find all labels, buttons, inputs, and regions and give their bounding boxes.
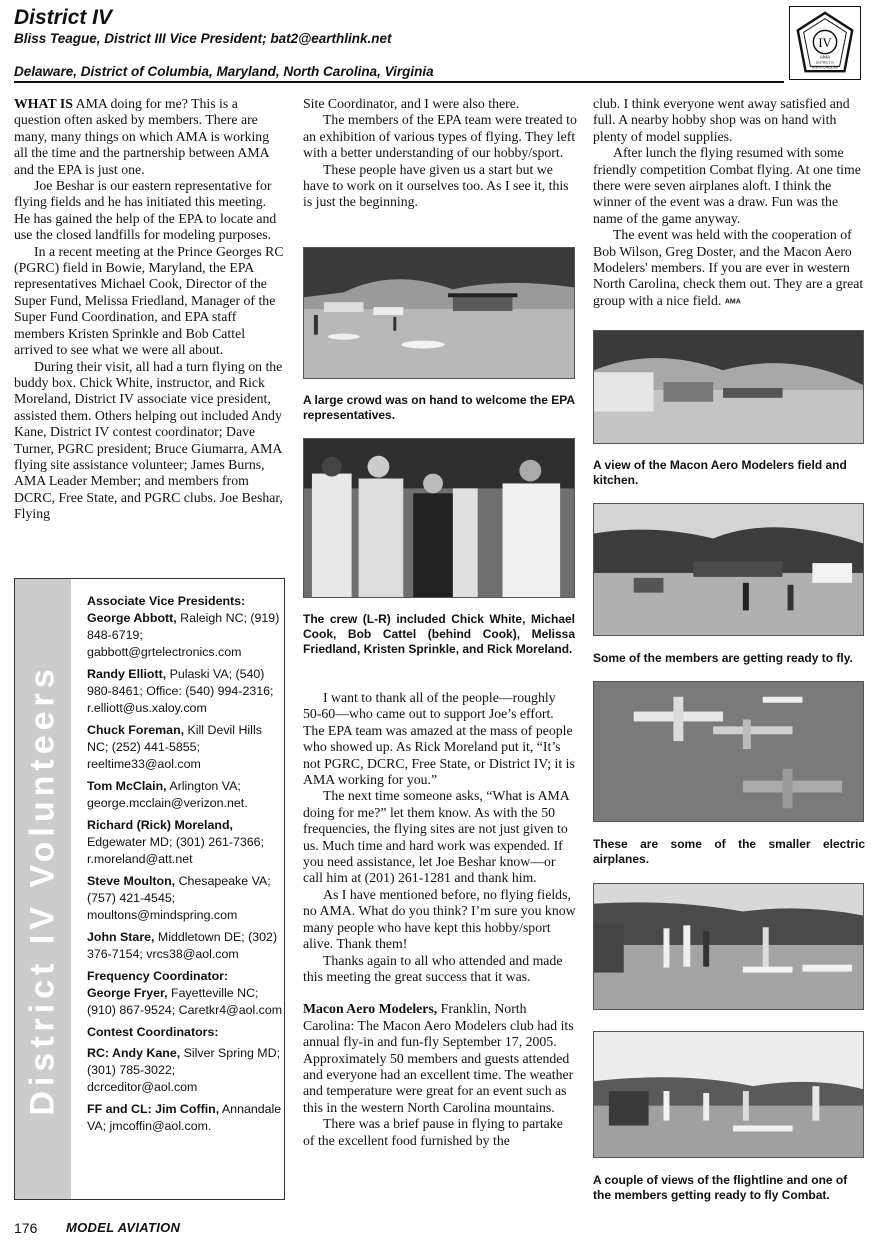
paragraph: The event was held with the cooperation of Bob Wilson, Greg Doster, and the Macon Aero Modelers' members. If you are ever in western North Carolina, check them out. They are a great group with a nice field. AMA xyxy=(593,227,864,308)
paragraph: During their visit, all had a turn flying on the buddy box. Chick White, instructor, and Rick Moreland, District IV associate vice president, assisted them. Others helping out included Andy Kane, District IV contest coordinator; Dave Turner, PGRC president; Bruce Giumarra, AMA flying site assistance volunteer; James Burns, AMA Leader Member; and members from DCRC, Free State, and PGRC clubs. Joe Beshar, Flying xyxy=(14,358,283,522)
page-number: 176 xyxy=(14,1220,38,1236)
lead-in: WHAT IS xyxy=(14,96,73,111)
district-states: Delaware, District of Columbia, Maryland, North Carolina, Virginia xyxy=(14,64,434,79)
photo-crew xyxy=(303,438,575,598)
logo-numeral: IV xyxy=(818,35,832,50)
volunteer-entry: RC: Andy Kane, Silver Spring MD; (301) 785-3022; dcrceditor@aol.com xyxy=(87,1046,281,1094)
logo-text-3: NORTH CAROLINA xyxy=(812,65,838,70)
caption-members: Some of the members are getting ready to fly. xyxy=(593,651,853,665)
paragraph: The next time someone asks, “What is AMA doing for me?” let them know. As with the 50 frequencies, the flying sites are not just given to us. Much time and hard work was expended. If you need assistance, let Joe Beshar know—or call him at (201) 261-1281 and thank him. xyxy=(303,788,569,886)
article-column-3 xyxy=(593,96,865,309)
photo-flightline-1 xyxy=(593,883,864,1010)
caption-crowd: A large crowd was on hand to welcome the EPA representatives. xyxy=(303,393,575,422)
ama-district-logo xyxy=(789,6,861,80)
photo-electric-airplanes xyxy=(593,681,864,822)
photo-field-kitchen xyxy=(593,330,864,444)
volunteer-entry: George Fryer, Fayetteville NC; (910) 867-9524; Caretkr4@aol.com xyxy=(87,986,283,1017)
ama-end-mark: AMA xyxy=(724,298,741,306)
paragraph: After lunch the flying resumed with some friendly competition Combat flying. At one time there were seven airplanes aloft. I think the winner of the event was a draw. Fun was the name of the game anyway. xyxy=(593,145,861,226)
volunteer-entry: FF and CL: Jim Coffin, Annandale VA; jmcoffin@aol.com. xyxy=(87,1102,282,1133)
paragraph: The members of the EPA team were treated to an exhibition of various types of flying. They left with a better understanding of our hobby/sport. xyxy=(303,112,577,161)
logo-text-1: AMA xyxy=(819,55,831,61)
header-rule xyxy=(14,81,784,83)
photo-crowd xyxy=(303,247,575,379)
volunteer-entry: George Abbott, Raleigh NC; (919) 848-6719; gabbott@grtelectronics.com xyxy=(87,611,280,659)
article-column-2-bottom xyxy=(303,690,577,1149)
photo-flightline-2 xyxy=(593,1031,864,1158)
caption-flightline: A couple of views of the flightline and one of the members getting ready to fly Combat. xyxy=(593,1173,848,1202)
paragraph: Site Coordinator, and I were also there. xyxy=(303,96,520,111)
magazine-name: MODEL AVIATION xyxy=(66,1220,181,1235)
volunteers-sidebar xyxy=(15,579,71,1199)
volunteer-entry: Richard (Rick) Moreland, Edgewater MD; (301) 261-7366; r.moreland@att.net xyxy=(87,818,265,866)
page-subtitle: Bliss Teague, District III Vice President; bat2@earthlink.net xyxy=(14,31,392,46)
section-heading: Frequency Coordinator: xyxy=(87,969,229,983)
volunteers-box xyxy=(14,578,285,1200)
paragraph: Macon Aero Modelers, Franklin, North Carolina: The Macon Aero Modelers club had its annual fly-in and fun-fly September 17, 2005. Approximately 50 members and guests attended and everyone had an excellent time. The weather and temperature were great for an event such as this in the western North Carolina mountains. xyxy=(303,1001,574,1115)
club-name: Macon Aero Modelers, xyxy=(303,1001,438,1017)
paragraph: club. I think everyone went away satisfied and full. A nearby hobby shop was on hand with plenty of model supplies. xyxy=(593,96,850,144)
volunteer-entry: Tom McClain, Arlington VA; george.mcclain@verizon.net. xyxy=(87,779,248,810)
paragraph: There was a brief pause in flying to partake of the excellent food furnished by the xyxy=(303,1116,563,1148)
volunteers-list xyxy=(87,593,283,1140)
article-column-2-top xyxy=(303,96,577,211)
volunteer-entry: Steve Moulton, Chesapeake VA; (757) 421-4545; moultons@mindspring.com xyxy=(87,874,271,922)
caption-field: A view of the Macon Aero Modelers field and kitchen. xyxy=(593,458,847,487)
paragraph: In a recent meeting at the Prince Georges RC (PGRC) field in Bowie, Maryland, the EPA representatives Michael Cook, Director of the Super Fund, Melissa Friedland, Manager of the Super Fund Coordination, and EPA staff members Kristen Sprinkle and Bob Cattel arrived to see what we were all about. xyxy=(14,243,284,358)
volunteer-entry: Randy Elliott, Pulaski VA; (540) 980-8461; Office: (540) 994-2316; r.elliott@us.xaloy.com xyxy=(87,667,274,715)
article-column-1 xyxy=(14,96,284,523)
paragraph: As I have mentioned before, no flying fields, no AMA. What do you think? I’m sure you know many people who have kept this hobby/sport alive. Thank them! xyxy=(303,886,576,952)
caption-electric: These are some of the smaller electric airplanes. xyxy=(593,837,865,866)
logo-text-2: DISTRICT IV xyxy=(815,60,835,65)
volunteer-entry: Chuck Foreman, Kill Devil Hills NC; (252) 441-5855; reeltime33@aol.com xyxy=(87,723,262,771)
volunteers-title: District IV Volunteers xyxy=(23,664,62,1116)
paragraph: Thanks again to all who attended and made this meeting the great success that it was. xyxy=(303,952,563,984)
paragraph: I want to thank all of the people—roughly 50-60—who came out to support Joe’s effort. The EPA team was amazed at the mass of people who showed up. As Rick Moreland put it, “It’s not PGRC, DCRC, Free State, or District IV; it is AMA working for you.” xyxy=(303,690,575,788)
volunteer-entry: John Stare, Middletown DE; (302) 376-7154; vrcs38@aol.com xyxy=(87,930,278,961)
caption-crew: The crew (L-R) included Chick White, Michael Cook, Bob Cattel (behind Cook), Melissa Friedland, Kristen Sprinkle, and Rick Moreland. xyxy=(303,612,575,656)
photo-getting-ready xyxy=(593,503,864,636)
section-heading: Contest Coordinators: xyxy=(87,1025,219,1039)
paragraph: WHAT IS AMA doing for me? This is a question often asked by members. There are many, many things on which AMA is working all the time and the partnership between AMA and the EPA is just one. xyxy=(14,96,270,177)
section-heading: Associate Vice Presidents: xyxy=(87,594,246,608)
paragraph: These people have given us a start but we have to work on it ourselves too. As I see it, this is just the beginning. xyxy=(303,161,569,210)
paragraph: Joe Beshar is our eastern representative for flying fields and he has initiated this meeting. He has gained the help of the EPA to locate and use the closed landfills for modeling purposes. xyxy=(14,178,277,243)
page-title: District IV xyxy=(14,6,113,29)
